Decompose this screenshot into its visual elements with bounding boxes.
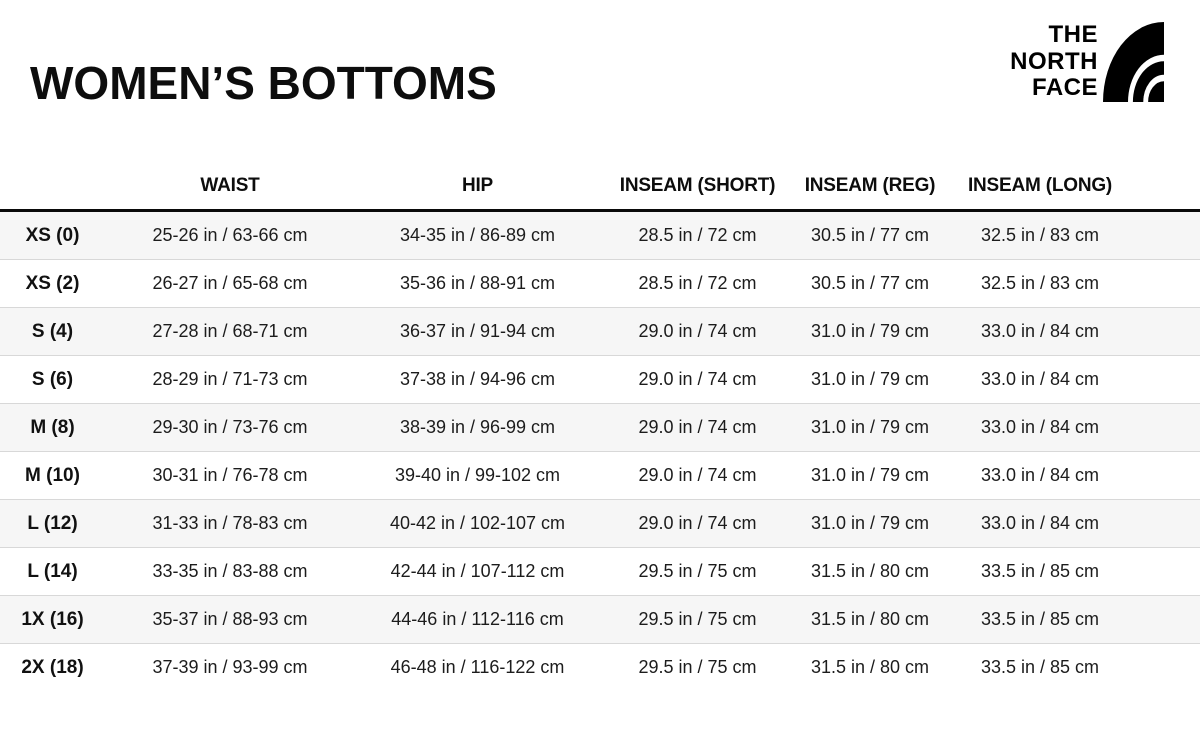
- size-label: M (10): [25, 464, 80, 486]
- inseam-long-value: 33.5 in / 85 cm: [980, 561, 1100, 581]
- size-label: L (12): [27, 512, 78, 534]
- logo-line-face: FACE: [1031, 74, 1098, 101]
- logo-line-north: NORTH: [1010, 47, 1098, 75]
- hip-value: 35-36 in / 88-91 cm: [399, 273, 556, 293]
- inseam-reg-value: 31.5 in / 80 cm: [810, 561, 930, 581]
- table-row-2x-18: [0, 643, 1200, 691]
- waist-value: 27-28 in / 68-71 cm: [152, 321, 308, 341]
- inseam-reg-value: 30.5 in / 77 cm: [810, 273, 930, 293]
- hip-value: 42-44 in / 107-112 cm: [390, 561, 565, 581]
- inseam-reg-value: 31.0 in / 79 cm: [810, 465, 930, 485]
- inseam-long-value: 33.0 in / 84 cm: [980, 465, 1100, 485]
- page-title: WOMEN’S BOTTOMS: [30, 57, 497, 109]
- table-row-s-4: [0, 307, 1200, 355]
- hip-value: 36-37 in / 91-94 cm: [399, 321, 556, 341]
- size-label: S (6): [31, 368, 74, 390]
- table-row-m-8: [0, 403, 1200, 451]
- table-row-l-12: [0, 499, 1200, 547]
- inseam-reg-value: 31.0 in / 79 cm: [810, 321, 930, 341]
- size-label: L (14): [27, 560, 78, 582]
- size-label: 2X (18): [21, 656, 84, 678]
- hip-value: 39-40 in / 99-102 cm: [394, 465, 561, 485]
- header-inseam-reg: INSEAM (REG): [804, 175, 936, 196]
- north-face-logo-text: [1010, 22, 1098, 102]
- waist-value: 33-35 in / 83-88 cm: [152, 561, 308, 581]
- inseam-long-value: 33.0 in / 84 cm: [980, 417, 1100, 437]
- inseam-short-value: 29.0 in / 74 cm: [638, 417, 757, 437]
- waist-value: 29-30 in / 73-76 cm: [152, 417, 308, 437]
- inseam-reg-value: 30.5 in / 77 cm: [810, 225, 930, 245]
- inseam-short-value: 29.0 in / 74 cm: [638, 513, 757, 533]
- inseam-long-value: 33.0 in / 84 cm: [980, 321, 1100, 341]
- size-chart-table: [0, 163, 1200, 691]
- inseam-short-value: 29.0 in / 74 cm: [638, 321, 757, 341]
- size-label: 1X (16): [21, 608, 84, 630]
- header-waist: WAIST: [200, 175, 260, 196]
- inseam-short-value: 29.5 in / 75 cm: [638, 609, 757, 629]
- half-dome-icon: [1103, 22, 1164, 102]
- table-row-xs-0: [0, 212, 1200, 259]
- inseam-reg-value: 31.0 in / 79 cm: [810, 417, 930, 437]
- waist-value: 26-27 in / 65-68 cm: [152, 273, 308, 293]
- inseam-reg-value: 31.5 in / 80 cm: [810, 609, 930, 629]
- hip-value: 34-35 in / 86-89 cm: [399, 225, 556, 245]
- inseam-short-value: 28.5 in / 72 cm: [638, 225, 757, 245]
- north-face-logo: [1010, 22, 1164, 102]
- waist-value: 35-37 in / 88-93 cm: [152, 609, 308, 629]
- inseam-long-value: 33.5 in / 85 cm: [980, 609, 1100, 629]
- inseam-reg-value: 31.5 in / 80 cm: [810, 657, 930, 677]
- waist-value: 28-29 in / 71-73 cm: [152, 369, 308, 389]
- hip-value: 38-39 in / 96-99 cm: [399, 417, 556, 437]
- inseam-long-value: 33.5 in / 85 cm: [980, 657, 1100, 677]
- table-row-m-10: [0, 451, 1200, 499]
- hip-value: 40-42 in / 102-107 cm: [389, 513, 566, 533]
- inseam-short-value: 28.5 in / 72 cm: [638, 273, 757, 293]
- inseam-reg-value: 31.0 in / 79 cm: [810, 513, 930, 533]
- inseam-short-value: 29.0 in / 74 cm: [638, 465, 757, 485]
- size-label: XS (0): [25, 224, 80, 246]
- table-row-l-14: [0, 547, 1200, 595]
- inseam-short-value: 29.5 in / 75 cm: [638, 561, 757, 581]
- logo-line-the: THE: [1048, 21, 1098, 48]
- header-inseam-long: INSEAM (LONG): [967, 175, 1113, 196]
- hip-value: 37-38 in / 94-96 cm: [399, 369, 556, 389]
- waist-value: 25-26 in / 63-66 cm: [152, 225, 308, 245]
- inseam-short-value: 29.0 in / 74 cm: [638, 369, 757, 389]
- inseam-short-value: 29.5 in / 75 cm: [638, 657, 757, 677]
- inseam-reg-value: 31.0 in / 79 cm: [810, 369, 930, 389]
- inseam-long-value: 32.5 in / 83 cm: [980, 273, 1100, 293]
- size-label: XS (2): [25, 272, 80, 294]
- waist-value: 30-31 in / 76-78 cm: [152, 465, 308, 485]
- size-label: S (4): [31, 320, 74, 342]
- table-row-xs-2: [0, 259, 1200, 307]
- header-inseam-short: INSEAM (SHORT): [619, 175, 776, 196]
- size-label: M (8): [30, 416, 75, 438]
- header-hip: HIP: [461, 175, 494, 196]
- hip-value: 46-48 in / 116-122 cm: [390, 657, 565, 677]
- inseam-long-value: 33.0 in / 84 cm: [980, 513, 1100, 533]
- inseam-long-value: 33.0 in / 84 cm: [980, 369, 1100, 389]
- waist-value: 37-39 in / 93-99 cm: [152, 657, 308, 677]
- inseam-long-value: 32.5 in / 83 cm: [980, 225, 1100, 245]
- hip-value: 44-46 in / 112-116 cm: [391, 609, 564, 629]
- waist-value: 31-33 in / 78-83 cm: [152, 513, 308, 533]
- table-row-1x-16: [0, 595, 1200, 643]
- table-row-s-6: [0, 355, 1200, 403]
- table-header-row: [0, 163, 1200, 212]
